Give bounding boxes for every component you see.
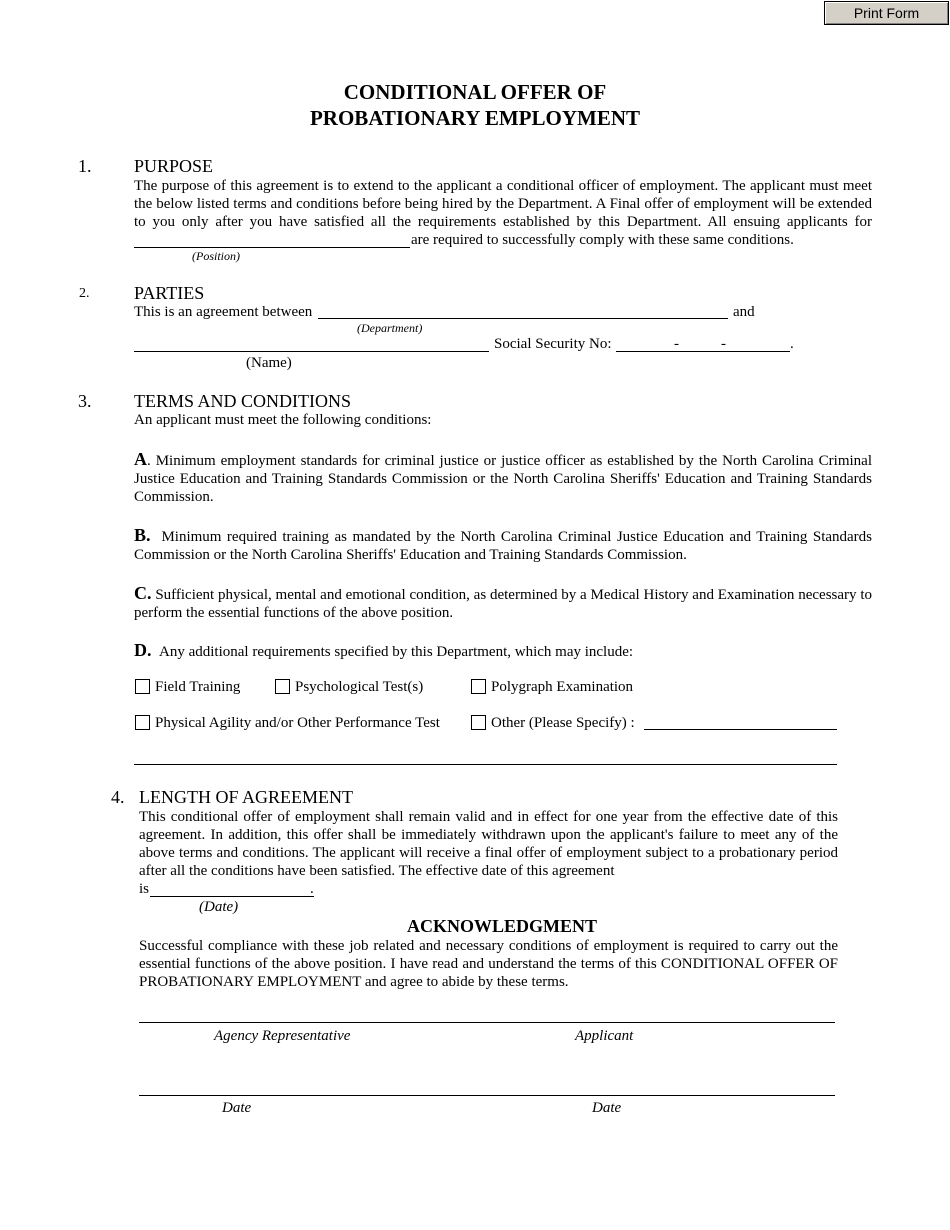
condition-b-line — [134, 526, 872, 546]
date-signature-line[interactable] — [139, 1095, 835, 1096]
section-3-heading: TERMS AND CONDITIONS — [134, 391, 352, 411]
print-form-button[interactable]: Print Form — [824, 1, 949, 25]
section-1-heading: PURPOSE — [134, 156, 214, 176]
psychological-test-label: Psychological Test(s) — [295, 679, 424, 695]
physical-agility-label: Physical Agility and/or Other Performance Test — [155, 715, 440, 731]
acknowledgment-line: PROBATIONARY EMPLOYMENT and agree to abide by these terms. — [139, 974, 569, 990]
terms-intro: An applicant must meet the following conditions: — [134, 412, 432, 428]
parties-between-text: This is an agreement between — [134, 304, 313, 320]
applicant-date-label: Date — [592, 1100, 622, 1116]
condition-d-letter: D. — [134, 640, 152, 660]
length-line: This conditional offer of employment shall remain valid and in effect for one year from the effective date of this — [139, 809, 838, 825]
ssn-dash: - — [721, 336, 726, 352]
length-line: after all the conditions have been satisfied. The effective date of this agreement — [139, 863, 615, 879]
ssn-input-line[interactable] — [616, 351, 790, 352]
condition-b-text: Minimum required training as mandated by the North Carolina Criminal Justice Education and Training Standards — [161, 529, 873, 545]
agency-date-label: Date — [222, 1100, 252, 1116]
condition-c-letter: C. — [134, 583, 152, 603]
effective-date-label: (Date) — [199, 899, 239, 915]
condition-a-line: Justice Education and Training Standards Commission or the North Carolina Sheriffs' Education and Training Standards — [134, 471, 872, 487]
condition-a — [134, 450, 872, 506]
condition-b — [134, 526, 872, 564]
other-checkbox[interactable] — [471, 715, 486, 730]
purpose-line: to you only after you have satisfied all the requirements established by this Department. All ensuing applicants for — [134, 214, 872, 230]
condition-d — [134, 641, 633, 661]
section-2-heading: PARTIES — [134, 283, 205, 303]
condition-a-text: . Minimum employment standards for criminal justice or justice officer as established by the North Carolina Criminal — [147, 453, 872, 469]
department-input-line[interactable] — [318, 318, 728, 319]
section-4-heading: LENGTH OF AGREEMENT — [139, 787, 353, 807]
position-input-line[interactable] — [134, 247, 410, 248]
condition-b-line: Commission or the North Carolina Sheriffs' Education and Training Standards Commission. — [134, 547, 687, 563]
length-period: . — [310, 881, 314, 897]
polygraph-checkbox[interactable] — [471, 679, 486, 694]
parties-and-text: and — [733, 304, 755, 320]
section-2-number: 2. — [79, 286, 90, 301]
physical-agility-checkbox[interactable] — [135, 715, 150, 730]
psychological-test-checkbox[interactable] — [275, 679, 290, 694]
name-label: (Name) — [246, 355, 292, 371]
ssn-dash: - — [674, 336, 679, 352]
applicant-label: Applicant — [575, 1028, 634, 1044]
length-line: above terms and conditions. The applicant will receive a final offer of employment subject to a probationary period — [139, 845, 838, 861]
acknowledgment-line: Successful compliance with these job related and necessary conditions of employment is required to carry out the — [139, 938, 838, 954]
acknowledgment-heading: ACKNOWLEDGMENT — [406, 916, 597, 936]
section-3-number: 3. — [78, 391, 92, 411]
length-is-text: is — [139, 881, 150, 897]
acknowledgment-line: essential functions of the above position. I have read and understand the terms of this CONDITIONAL OFFER OF — [139, 956, 838, 972]
additional-requirements-line[interactable] — [134, 764, 837, 765]
field-training-label: Field Training — [155, 679, 241, 695]
condition-a-line: Commission. — [134, 489, 214, 505]
condition-c-line — [134, 584, 872, 604]
condition-d-text: Any additional requirements specified by this Department, which may include: — [159, 644, 634, 660]
agency-representative-label: Agency Representative — [214, 1028, 351, 1044]
length-paragraph — [139, 808, 838, 880]
purpose-paragraph — [134, 177, 872, 231]
purpose-line: The purpose of this agreement is to extend to the applicant a conditional officer of employment. The applicant must meet — [134, 178, 872, 194]
purpose-line: the below listed terms and conditions before being hired by the Department. A Final offer of employment will be extended — [134, 196, 872, 212]
condition-a-letter: A — [134, 449, 147, 469]
signature-line[interactable] — [139, 1022, 835, 1023]
polygraph-label: Polygraph Examination — [491, 679, 634, 695]
position-label: (Position) — [192, 249, 240, 263]
length-line: agreement. In addition, this offer shall be immediately withdrawn upon the applicant's failure to meet any of the — [139, 827, 838, 843]
page-title-line-2: PROBATIONARY EMPLOYMENT — [309, 106, 640, 130]
ssn-label: Social Security No: — [494, 336, 612, 352]
condition-c — [134, 584, 872, 622]
effective-date-input-line[interactable] — [150, 896, 314, 897]
purpose-after-blank: are required to successfully comply with these same conditions. — [411, 232, 794, 248]
ssn-period: . — [790, 336, 794, 352]
name-input-line[interactable] — [134, 351, 489, 352]
department-label: (Department) — [357, 321, 423, 335]
section-4-number: 4. — [111, 787, 125, 807]
condition-a-line — [134, 450, 872, 470]
other-label: Other (Please Specify) : — [491, 715, 635, 731]
acknowledgment-paragraph — [139, 937, 838, 991]
condition-c-text: Sufficient physical, mental and emotional condition, as determined by a Medical History and Examination necessary to — [155, 587, 873, 603]
page-title-line-1: CONDITIONAL OFFER OF — [343, 80, 607, 104]
section-1-number: 1. — [78, 156, 92, 176]
field-training-checkbox[interactable] — [135, 679, 150, 694]
condition-b-letter: B. — [134, 525, 151, 545]
condition-c-line: perform the essential functions of the above position. — [134, 605, 454, 621]
other-specify-input-line[interactable] — [644, 729, 837, 730]
